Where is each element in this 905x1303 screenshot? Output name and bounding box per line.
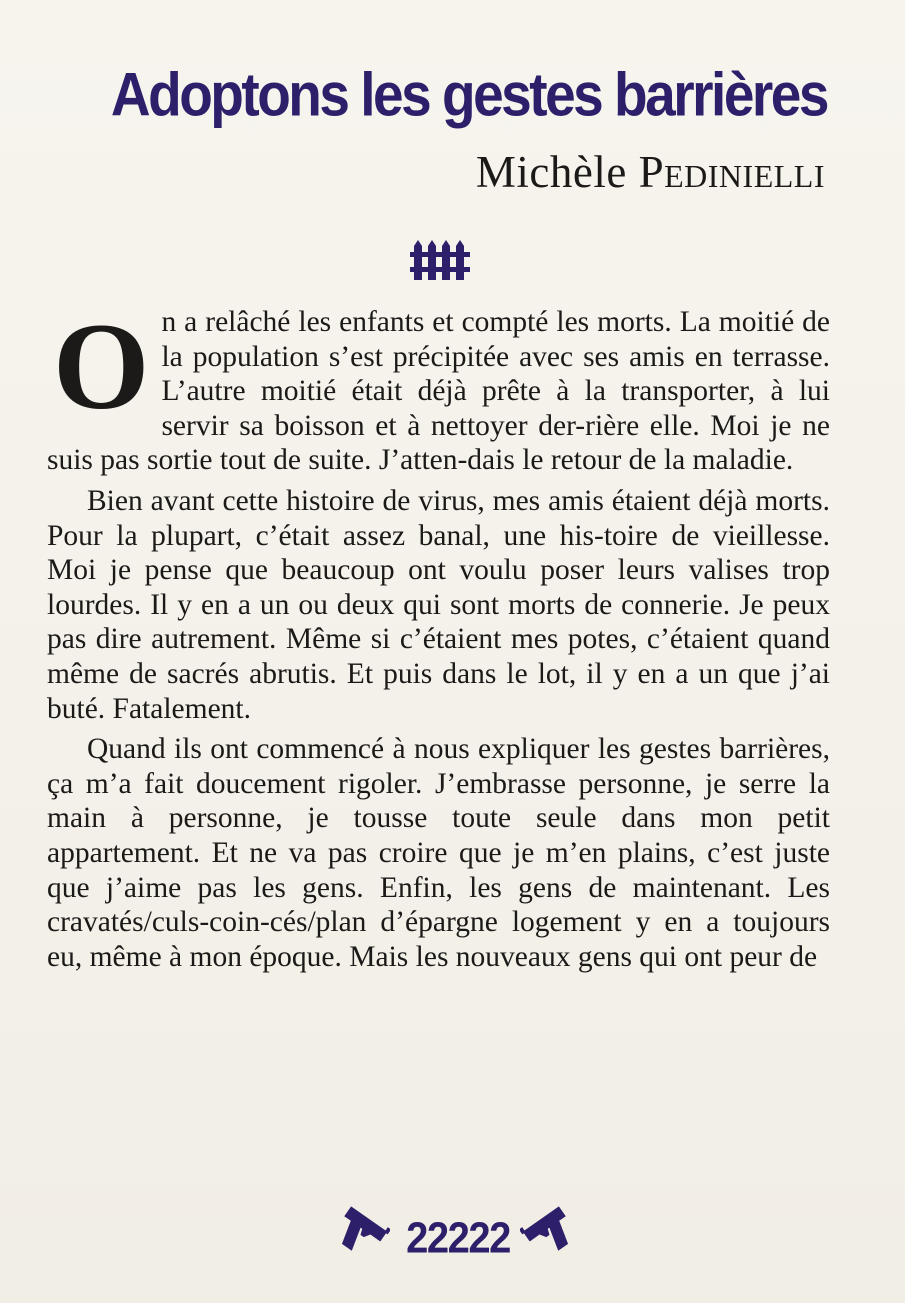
- author-first-name: Michèle: [475, 147, 627, 197]
- page-footer: [0, 1200, 905, 1270]
- story-body: [47, 298, 830, 980]
- paragraph-1: [47, 298, 830, 478]
- paragraph-2: Bien avant cette histoire de virus, mes amis étaient déjà morts. Pour la plupart, c’était assez banal, une his-toire de vieillesse. Moi je pense que beaucoup ont voulu poser leurs valises trop lourdes. Il y en a un ou deux qui sont morts de connerie. Je peux pas dire autrement. Même si c’étaient mes potes, c’étaient quand même de sacrés abrutis. Et puis dans le lot, il y en a un que j’ai buté. Fatalement.: [47, 484, 830, 725]
- pistol-icon: [336, 1204, 390, 1262]
- fence-icon: [410, 236, 470, 280]
- story-title: Adoptons les gestes barrières: [110, 59, 827, 129]
- paragraph-3: Quand ils ont commencé à nous expliquer les gestes barrières, ça m’a fait doucement rigoler. J’embrasse personne, je serre la main à personne, je tousse toute seule dans mon petit appartement. Et ne va pas croire que je m’en plains, c’est juste que j’aime pas les gens. Enfin, les gens de maintenant. Les cravatés/culs-coin-cés/plan d’épargne logement y en a toujours eu, même à mon époque. Mais les nouveaux gens qui ont peur de: [47, 733, 830, 973]
- page-number: 22222: [406, 1213, 510, 1263]
- author-last-name: Pedinielli: [638, 147, 825, 197]
- drop-cap: O: [53, 298, 150, 435]
- pistol-icon: [520, 1204, 574, 1262]
- author-name: [0, 147, 825, 197]
- paragraph-1-text: n a relâché les enfants et compté les morts. La moitié de la population s’est précipitée avec ses amis en terrasse. L’autre moitié était déjà prête à la transporter, à lui servir sa boisson et à nettoyer der-rière elle. Moi je ne suis pas sortie tout de suite. J’atten-dais le retour de la maladie.: [47, 306, 830, 477]
